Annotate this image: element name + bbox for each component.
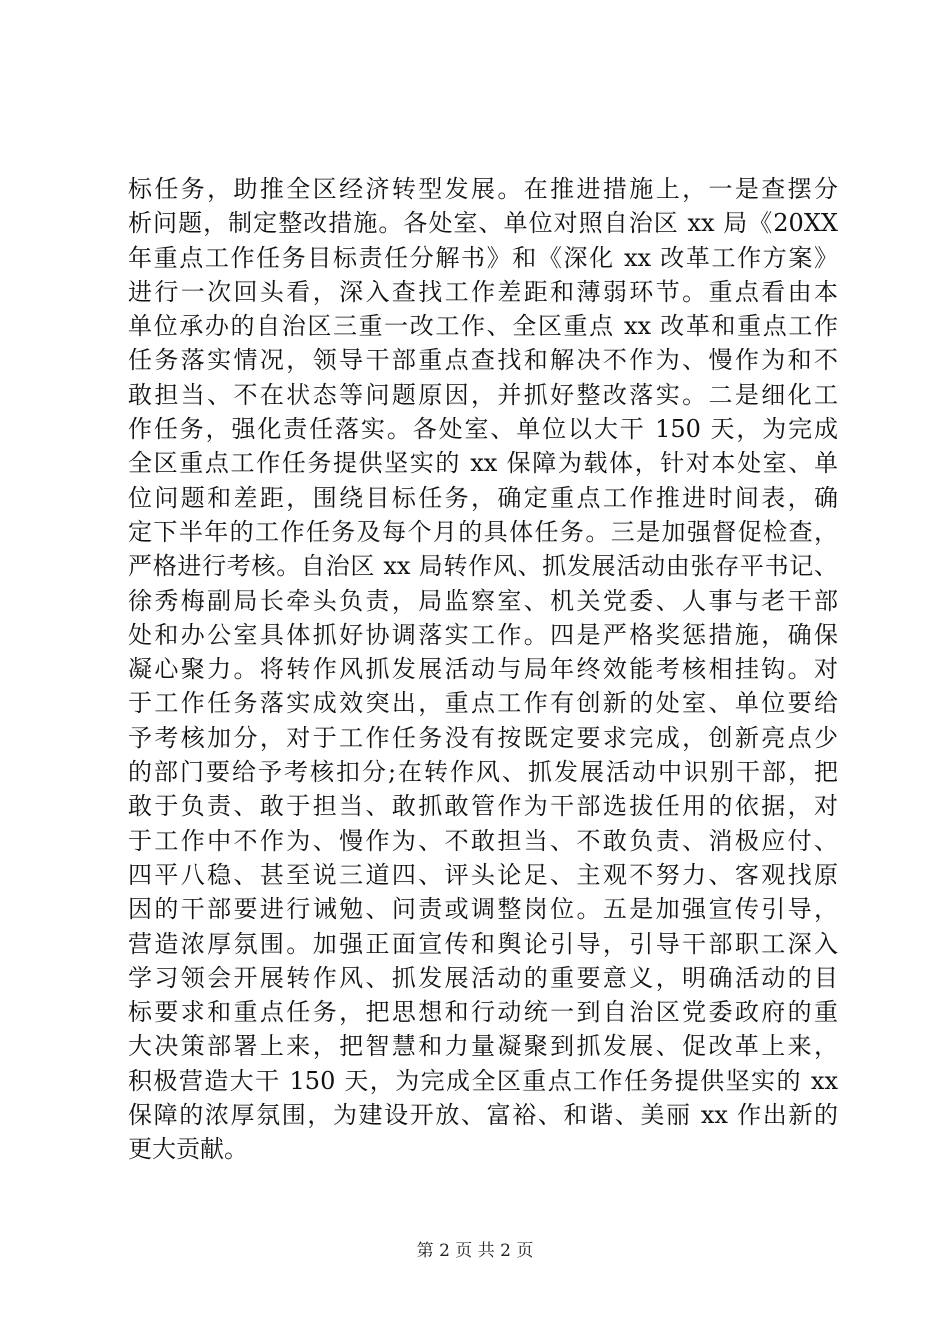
- text-line: 的部门要给予考核扣分;在转作风、抓发展活动中识别干部，把: [128, 758, 838, 787]
- text-line: 凝心聚力。将转作风抓发展活动与局年终效能考核相挂钩。对: [128, 655, 838, 684]
- text-line: 任务落实情况，领导干部重点查找和解决不作为、慢作为和不: [128, 346, 838, 375]
- text-line: 位问题和差距，围绕目标任务，确定重点工作推进时间表，确: [128, 483, 838, 512]
- body-text: [128, 172, 838, 1167]
- page-number-footer: 第 2 页 共 2 页: [416, 1241, 534, 1261]
- text-line: 作任务，强化责任落实。各处室、单位以大干 150 天，为完成: [128, 415, 838, 444]
- text-line: 敢于负责、敢于担当、敢抓敢管作为干部选拔任用的依据，对: [128, 792, 838, 821]
- text-line: 因的干部要进行诫勉、问责或调整岗位。五是加强宣传引导，: [128, 895, 838, 924]
- text-line: 营造浓厚氛围。加强正面宣传和舆论引导，引导干部职工深入: [128, 929, 838, 958]
- text-line: 定下半年的工作任务及每个月的具体任务。三是加强督促检查，: [128, 517, 838, 546]
- text-line: 大决策部署上来，把智慧和力量凝聚到抓发展、促改革上来，: [128, 1032, 838, 1061]
- text-line: 更大贡献。: [128, 1135, 248, 1164]
- text-line: 徐秀梅副局长牵头负责，局监察室、机关党委、人事与老干部: [128, 586, 838, 615]
- text-line: 进行一次回头看，深入查找工作差距和薄弱环节。重点看由本: [128, 277, 838, 306]
- text-line: 敢担当、不在状态等问题原因，并抓好整改落实。二是细化工: [128, 380, 838, 409]
- text-line: 析问题，制定整改措施。各处室、单位对照自治区 xx 局《20XX: [128, 209, 838, 238]
- text-line: 于工作中不作为、慢作为、不敢担当、不敢负责、消极应付、: [128, 826, 838, 855]
- text-line: 标要求和重点任务，把思想和行动统一到自治区党委政府的重: [128, 998, 838, 1027]
- text-line: 标任务，助推全区经济转型发展。在推进措施上，一是查摆分: [128, 175, 838, 203]
- text-line: 单位承办的自治区三重一改工作、全区重点 xx 改革和重点工作: [128, 312, 838, 341]
- text-line: 保障的浓厚氛围，为建设开放、富裕、和谐、美丽 xx 作出新的: [128, 1101, 838, 1130]
- text-line: 年重点工作任务目标责任分解书》和《深化 xx 改革工作方案》: [128, 243, 838, 272]
- text-line: 于工作任务落实成效突出，重点工作有创新的处室、单位要给: [128, 689, 838, 718]
- text-line: 处和办公室具体抓好协调落实工作。四是严格奖惩措施，确保: [128, 620, 838, 649]
- text-line: 全区重点工作任务提供坚实的 xx 保障为载体，针对本处室、单: [128, 449, 838, 478]
- text-line: 学习领会开展转作风、抓发展活动的重要意义，明确活动的目: [128, 963, 838, 992]
- text-line: 四平八稳、甚至说三道四、评头论足、主观不努力、客观找原: [128, 860, 838, 889]
- text-line: 予考核加分，对于工作任务没有按既定要求完成，创新亮点少: [128, 723, 838, 752]
- text-line: 严格进行考核。自治区 xx 局转作风、抓发展活动由张存平书记、: [128, 552, 838, 581]
- text-line: 积极营造大干 150 天，为完成全区重点工作任务提供坚实的 xx: [128, 1066, 838, 1095]
